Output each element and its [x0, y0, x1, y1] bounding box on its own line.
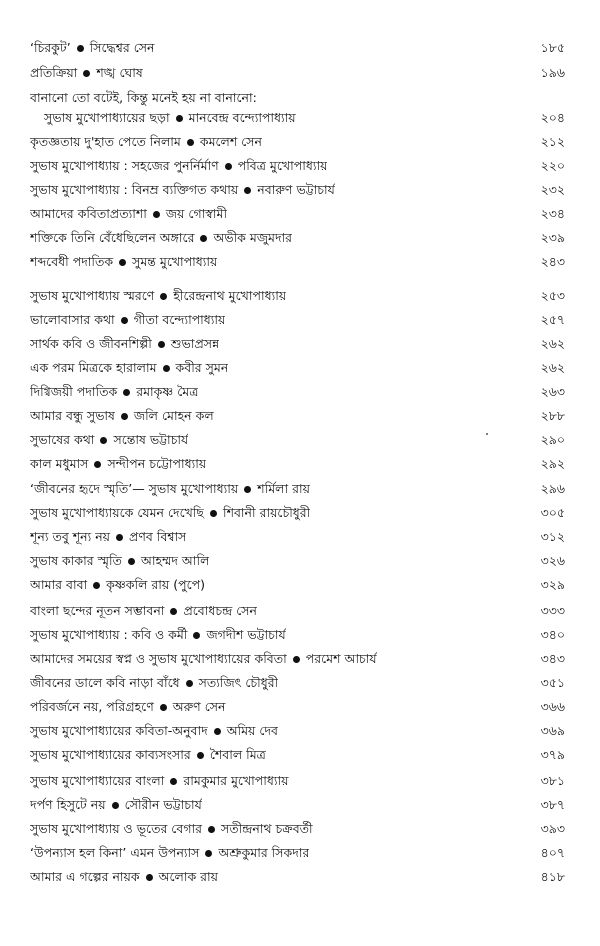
print-speck: [486, 433, 488, 435]
entry-page-number: ৩৯৩: [540, 821, 565, 836]
entry-page-number: ২৩২: [540, 182, 565, 197]
entry-author: শিবানী রায়চৌধুরী: [223, 505, 311, 520]
bullet-separator-icon: [119, 259, 126, 266]
entry-page-number: ৩৬৯: [540, 723, 565, 738]
entry-text: [30, 648, 377, 670]
entry-page-number: ২৩৯: [540, 230, 565, 245]
entry-title: প্রতিক্রিয়া: [30, 65, 78, 80]
toc-entry: [30, 37, 565, 59]
entry-author: সন্তোষ ভট্টাচার্য: [113, 432, 189, 447]
entry-title: ভালোবাসার কথা: [30, 312, 115, 327]
entry-title: সুভাষ মুখোপাধ্যায়কে যেমন দেখেছি: [30, 505, 204, 520]
entry-author: সৌরীন ভট্টাচার্য: [124, 797, 202, 812]
entry-text: [30, 405, 214, 427]
bullet-separator-icon: [163, 365, 170, 372]
toc-entry: [30, 744, 565, 766]
entry-page-number: ২২০: [540, 158, 565, 173]
entry-title: সুভাষ মুখোপাধ্যায়ের বাংলা: [30, 773, 165, 788]
entry-author: পবিত্র মুখোপাধ্যায়: [237, 158, 328, 173]
toc-entry: [30, 794, 565, 816]
entry-page-number: ৩১২: [540, 529, 565, 544]
entry-author: পরমেশ আচার্য: [305, 651, 377, 666]
bullet-separator-icon: [193, 632, 200, 639]
toc-entry: [30, 478, 565, 500]
entry-author: প্রবোধচন্দ্র সেন: [183, 603, 257, 618]
entry-title: আমার বাবা: [30, 577, 88, 592]
entry-page-number: ১৯৬: [540, 65, 565, 80]
entry-text: [30, 624, 286, 646]
entry-text: [30, 526, 186, 548]
entry-page-number: ২৪৩: [540, 254, 565, 269]
entry-text: [30, 429, 188, 451]
entry-page-number: ৩৩৩: [540, 603, 565, 618]
entry-title: সুভাষ মুখোপাধ্যায়ের কাব্যসংসার: [30, 747, 191, 762]
entry-page-number: ৩৮৭: [540, 797, 565, 812]
entry-title: দিগ্বিজয়ী পদাতিক: [30, 384, 118, 399]
toc-entry: [30, 251, 565, 273]
entry-text: [30, 453, 206, 475]
bullet-separator-icon: [208, 826, 215, 833]
entry-page-number: ৪১৮: [540, 869, 565, 884]
entry-page-number: ২৮৮: [540, 408, 565, 423]
entry-author: কৃষ্ণকলি রায় (পুপে): [106, 577, 205, 592]
entry-title: সুভাষ মুখোপাধ্যায়ের ছড়া: [44, 110, 170, 125]
entry-text: [30, 309, 225, 331]
toc-entry: [30, 131, 565, 153]
entry-author: অলোক রায়: [158, 869, 219, 884]
entry-text: [30, 381, 198, 403]
entry-author: শঙ্খ ঘোষ: [96, 65, 143, 80]
entry-title: সুভাষ মুখোপাধ্যায় : সহজের পুনর্নির্মাণ: [30, 158, 219, 173]
entry-title: আমার বন্ধু সুভাষ: [30, 408, 115, 423]
toc-entry: [30, 203, 565, 225]
entry-author: অমিয় দেব: [226, 723, 278, 738]
entry-page-number: ২৯২: [540, 456, 565, 471]
toc-entry: [30, 227, 565, 249]
entry-text: [30, 62, 143, 84]
entry-title: কাল মধুমাস: [30, 456, 89, 471]
entry-title: সুভাষ মুখোপাধ্যায় : বিনম্র ব্যক্তিগত কথায়: [30, 182, 239, 197]
bullet-separator-icon: [121, 317, 128, 324]
entry-author: অশ্রুকুমার সিকদার: [218, 845, 310, 860]
toc-entry: [30, 550, 565, 572]
entry-text: [30, 866, 218, 888]
bullet-separator-icon: [187, 139, 194, 146]
entry-title: জীবনের ডালে কবি নাড়া বাঁধে: [30, 675, 180, 690]
entry-text: [30, 285, 286, 307]
entry-title: সার্থক কবি ও জীবনশিল্পী: [30, 336, 152, 351]
entry-author: হীরেন্দ্রনাথ মুখোপাধ্যায়: [173, 288, 287, 303]
bullet-separator-icon: [197, 752, 204, 759]
toc-entry: [30, 155, 565, 177]
entry-author: কমলেশ সেন: [199, 134, 263, 149]
entry-page-number: ৩৪০: [540, 627, 565, 642]
entry-title: বানানো তো বটেই, কিন্তু মনেই হয় না বানানো:: [30, 90, 257, 105]
entry-author: মানবেন্দ্র বন্দ্যোপাধ্যায়: [188, 110, 296, 125]
toc-entry: [30, 770, 565, 792]
entry-author: জলি মোহন কল: [133, 408, 214, 423]
entry-title: সুভাষ মুখোপাধ্যায় স্মরণে: [30, 288, 155, 303]
bullet-separator-icon: [160, 293, 167, 300]
entry-page-number: ৪০৭: [540, 845, 565, 860]
entry-page-number: ২১২: [540, 134, 565, 149]
bullet-separator-icon: [170, 608, 177, 615]
entry-page-number: ২০৪: [540, 110, 565, 125]
toc-entry: [30, 818, 565, 840]
bullet-separator-icon: [176, 115, 183, 122]
entry-title: ‘চিরকুট’: [30, 40, 71, 55]
bullet-separator-icon: [158, 341, 165, 348]
bullet-separator-icon: [94, 461, 101, 468]
entry-page-number: ২৩৪: [540, 206, 565, 221]
entry-title: আমাদের কবিতাপ্রত্যাশা: [30, 206, 147, 221]
toc-entry: [30, 333, 565, 355]
entry-author: আহম্মদ আলি: [140, 553, 210, 568]
entry-text: [30, 131, 262, 153]
bullet-separator-icon: [128, 558, 135, 565]
bullet-separator-icon: [83, 70, 90, 77]
toc-entry: [30, 672, 565, 694]
toc-entry: [30, 381, 565, 403]
toc-entry: [30, 357, 565, 379]
bullet-separator-icon: [214, 728, 221, 735]
toc-entry: [30, 574, 565, 596]
toc-entry: [30, 696, 565, 718]
entry-title: শব্দবেধী পদাতিক: [30, 254, 114, 269]
entry-text: [30, 478, 310, 500]
entry-text: [30, 502, 310, 524]
entry-author: সত্যজিৎ চৌধুরী: [198, 675, 279, 690]
entry-page-number: ৩০৫: [540, 505, 565, 520]
bullet-separator-icon: [186, 680, 193, 687]
entry-title: দর্পণ হিসুটে নয়: [30, 797, 106, 812]
entry-author: অরুণ সেন: [172, 699, 226, 714]
entry-page-number: ৩২৬: [540, 553, 565, 568]
bullet-separator-icon: [293, 656, 300, 663]
toc-entry: [30, 526, 565, 548]
toc-entry: [30, 624, 565, 646]
bullet-separator-icon: [160, 704, 167, 711]
entry-author: সতীন্দ্রনাথ চক্রবর্তী: [221, 821, 313, 836]
entry-text: [30, 770, 289, 792]
entry-text: [30, 672, 278, 694]
entry-author: প্রণব বিশ্বাস: [129, 529, 187, 544]
bullet-separator-icon: [77, 45, 84, 52]
toc-entry: [30, 285, 565, 307]
entry-author: গীতা বন্দ্যোপাধ্যায়: [133, 312, 226, 327]
toc-entry: [30, 502, 565, 524]
entry-title: শক্তিকে তিনি বেঁধেছিলেন অঙ্গারে: [30, 230, 195, 245]
entry-author: শৈবাল মিত্র: [209, 747, 266, 762]
entry-text: [30, 720, 278, 742]
entry-author: রামকুমার মুখোপাধ্যায়: [183, 773, 289, 788]
entry-text: [30, 203, 227, 225]
bullet-separator-icon: [244, 187, 251, 194]
entry-title: সুভাষ কাকার স্মৃতি: [30, 553, 122, 568]
toc-entry: [30, 600, 565, 622]
entry-title: পরিবর্জনে নয়, পরিগ্রহণে: [30, 699, 154, 714]
entry-page-number: ২৫৭: [540, 312, 565, 327]
entry-title: সুভাষের কথা: [30, 432, 95, 447]
bullet-separator-icon: [170, 778, 177, 785]
entry-title: আমাদের সময়ের স্বপ্ন ও সুভাষ মুখোপাধ্যায়ের কবিতা: [30, 651, 287, 666]
entry-page-number: ৩৭৯: [540, 747, 565, 762]
entry-page-number: ২৬৩: [540, 384, 565, 399]
bullet-separator-icon: [100, 437, 107, 444]
entry-author: রমাকৃষ্ণ মৈত্র: [136, 384, 199, 399]
entry-page-number: ৩৪৩: [540, 651, 565, 666]
entry-text: [30, 357, 228, 379]
toc-entry: [44, 107, 565, 129]
entry-text: [30, 87, 257, 109]
entry-text: [30, 842, 309, 864]
bullet-separator-icon: [93, 582, 100, 589]
entry-title: সুভাষ মুখোপাধ্যায় ও ভূতের বেগার: [30, 821, 203, 836]
toc-entry: [30, 453, 565, 475]
bullet-separator-icon: [205, 850, 212, 857]
bullet-separator-icon: [121, 413, 128, 420]
entry-text: [30, 333, 219, 355]
bullet-separator-icon: [116, 534, 123, 541]
entry-author: শর্মিলা রায়: [257, 481, 310, 496]
bullet-separator-icon: [210, 510, 217, 517]
entry-page-number: ২৯০: [540, 432, 565, 447]
entry-author: শুভাপ্রসন্ন: [170, 336, 220, 351]
toc-entry: [30, 842, 565, 864]
entry-text: [30, 37, 155, 59]
entry-author: জগদীশ ভট্টাচার্য: [206, 627, 286, 642]
entry-page-number: ৩২৯: [540, 577, 565, 592]
entry-text: [30, 696, 226, 718]
toc-entry: [30, 62, 565, 84]
bullet-separator-icon: [123, 389, 130, 396]
toc-entry: [30, 179, 565, 201]
bullet-separator-icon: [244, 486, 251, 493]
entry-author: সুমন্ত মুখোপাধ্যায়: [132, 254, 218, 269]
bullet-separator-icon: [146, 874, 153, 881]
entry-text: [30, 251, 217, 273]
entry-text: [44, 107, 296, 129]
toc-entry: [30, 309, 565, 331]
entry-title: বাংলা ছন্দের নূতন সম্ভাবনা: [30, 603, 165, 618]
entry-text: [30, 155, 327, 177]
entry-title: কৃতজ্ঞতায় দু'হাত পেতে নিলাম: [30, 134, 181, 149]
toc-entry: [30, 87, 565, 109]
entry-text: [30, 179, 335, 201]
entry-text: [30, 550, 209, 572]
entry-title: ‘উপন্যাস হল কিনা’ এমন উপন্যাস: [30, 845, 200, 860]
toc-entry: [30, 720, 565, 742]
entry-author: অভীক মজুমদার: [213, 230, 293, 245]
entry-page-number: ২৫৩: [540, 288, 565, 303]
entry-page-number: ২৬২: [540, 336, 565, 351]
entry-page-number: ২৯৬: [540, 481, 565, 496]
entry-author: জয় গোস্বামী: [165, 206, 228, 221]
entry-page-number: ৩৮১: [540, 773, 565, 788]
entry-text: [30, 818, 313, 840]
entry-page-number: ১৮৫: [540, 40, 565, 55]
entry-text: [30, 794, 202, 816]
entry-page-number: ২৬২: [540, 360, 565, 375]
bullet-separator-icon: [153, 211, 160, 218]
entry-text: [30, 227, 292, 249]
entry-text: [30, 744, 266, 766]
entry-author: সিদ্ধেশ্বর সেন: [89, 40, 155, 55]
entry-title: সুভাষ মুখোপাধ্যায়ের কবিতা-অনুবাদ: [30, 723, 208, 738]
entry-title: ‘জীবনের হৃদে স্মৃতি’— সুভাষ মুখোপাধ্যায়: [30, 481, 239, 496]
entry-title: এক পরম মিত্রকে হারালাম: [30, 360, 157, 375]
entry-title: সুভাষ মুখোপাধ্যায় : কবি ও কর্মী: [30, 627, 188, 642]
entry-author: সন্দীপন চট্টোপাধ্যায়: [107, 456, 207, 471]
entry-author: নবারুণ ভট্টাচার্য: [257, 182, 335, 197]
bullet-separator-icon: [200, 235, 207, 242]
entry-page-number: ৩৬৬: [540, 699, 565, 714]
toc-entry: [30, 648, 565, 670]
entry-author: কবীর সুমন: [175, 360, 229, 375]
entry-text: [30, 600, 257, 622]
bullet-separator-icon: [112, 802, 119, 809]
entry-page-number: ৩৫১: [540, 675, 565, 690]
entry-title: শূন্য তবু শূন্য নয়: [30, 529, 111, 544]
toc-entry: [30, 866, 565, 888]
entry-text: [30, 574, 205, 596]
bullet-separator-icon: [225, 163, 232, 170]
entry-title: আমার এ গল্পের নায়ক: [30, 869, 140, 884]
toc-entry: [30, 405, 565, 427]
toc-entry: [30, 429, 565, 451]
